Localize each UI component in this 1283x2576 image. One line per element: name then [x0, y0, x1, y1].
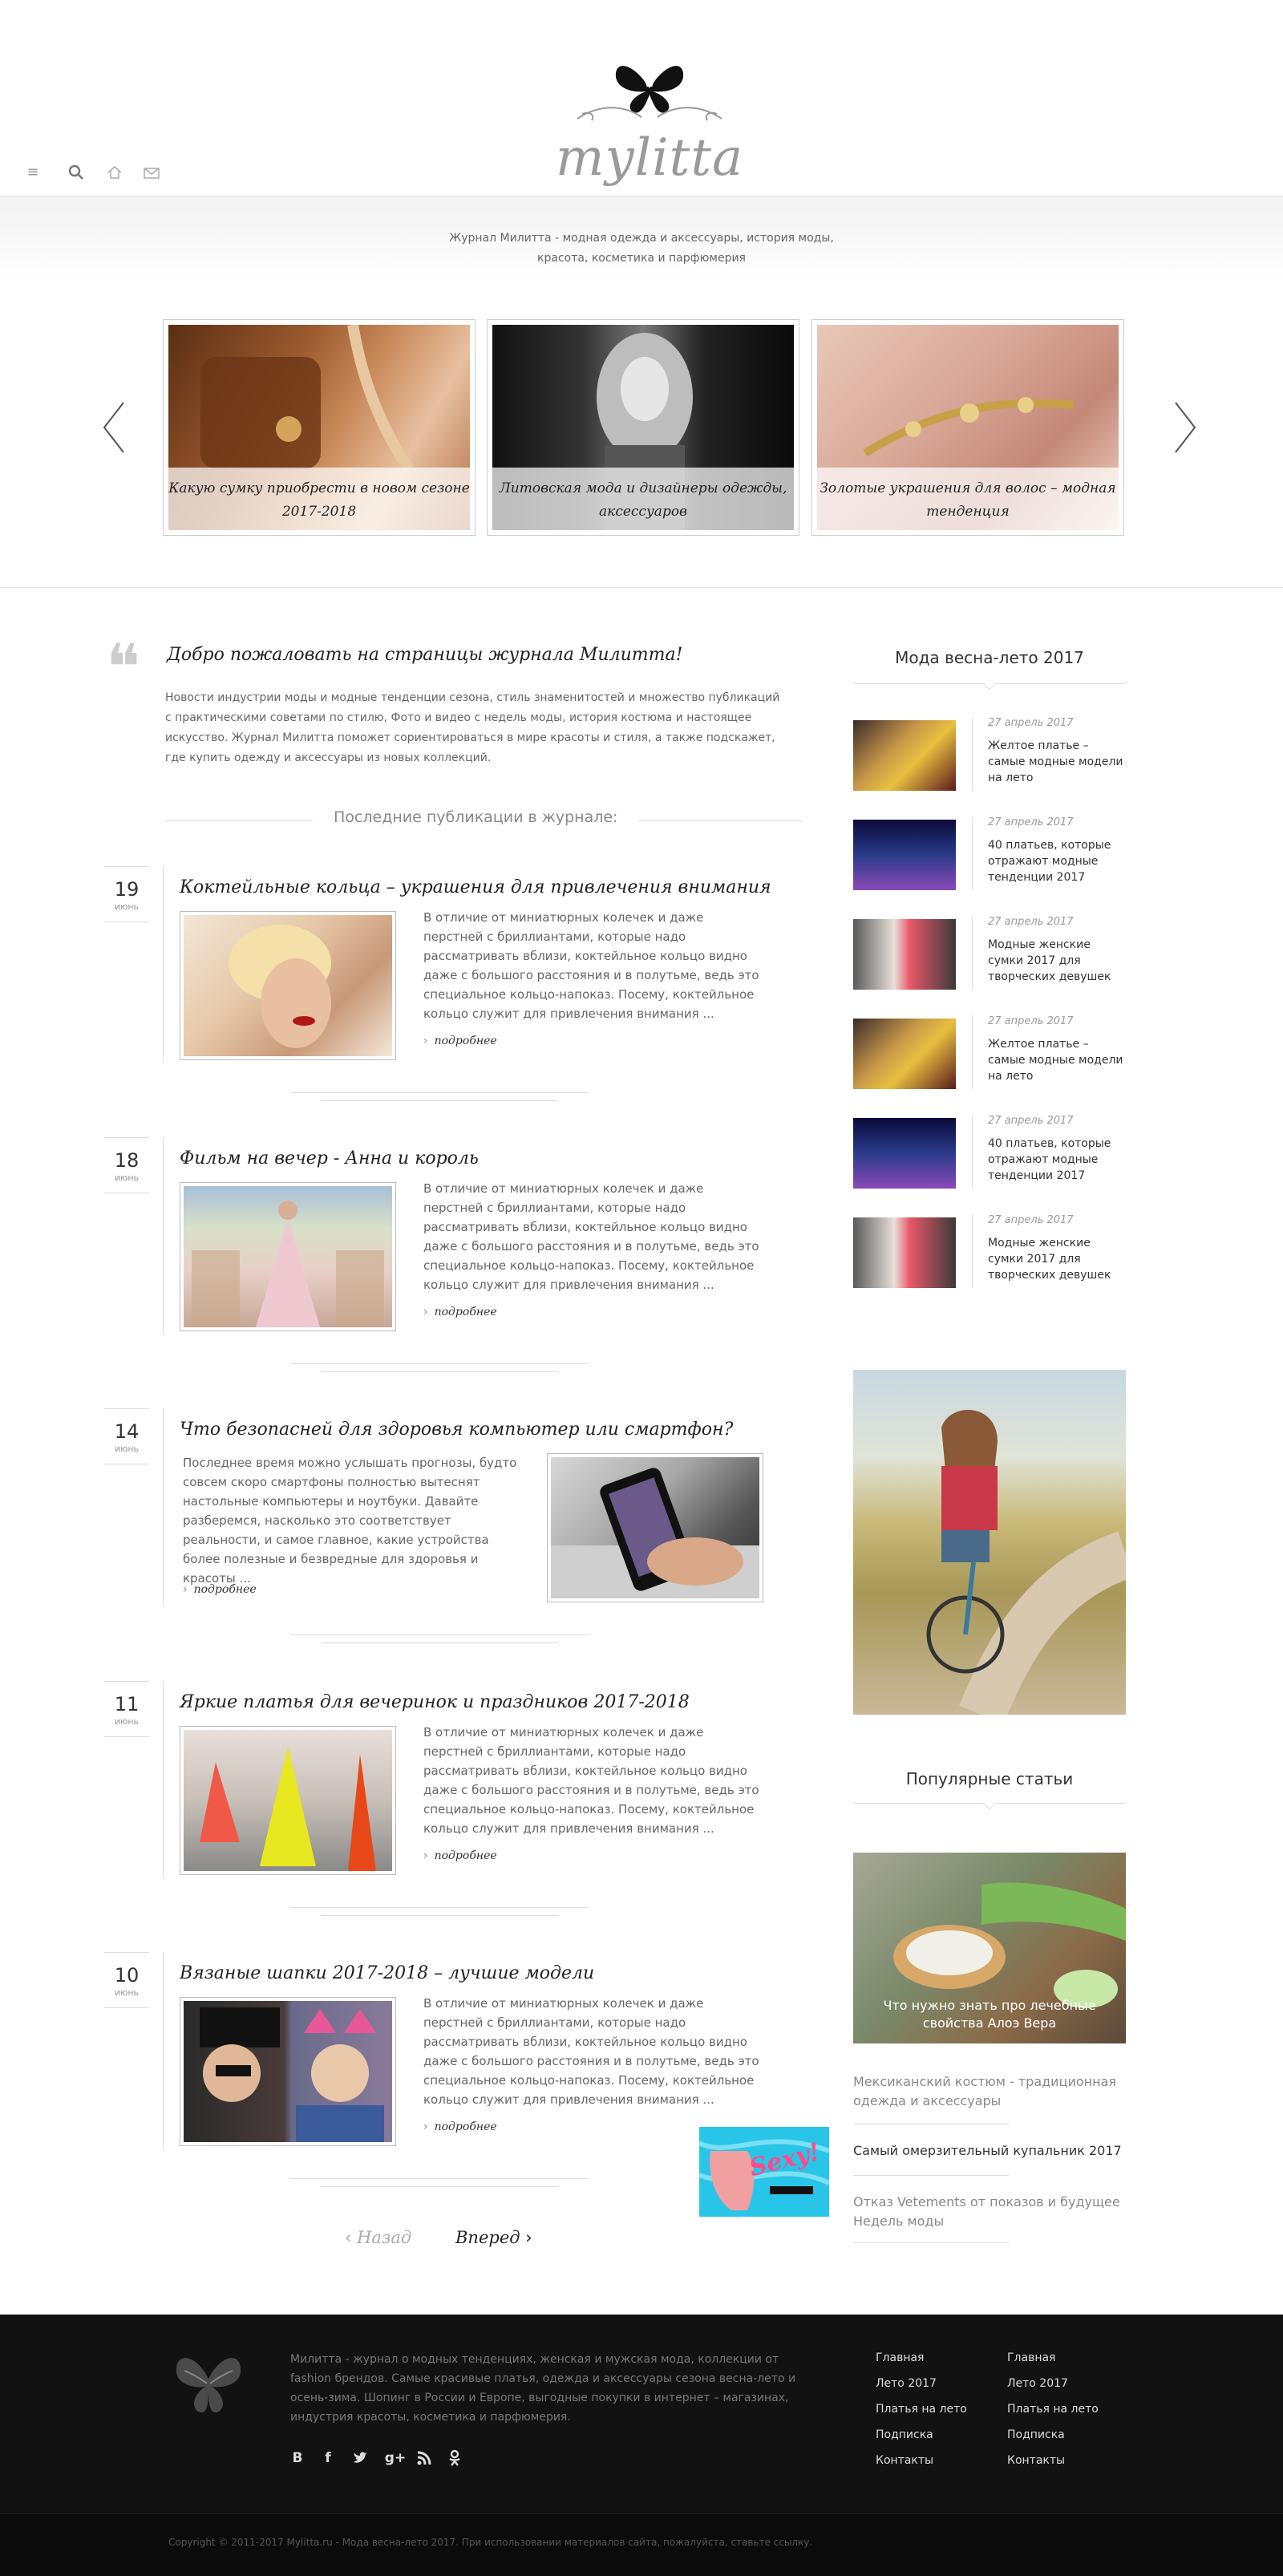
post-date — [104, 866, 149, 922]
search-icon[interactable] — [66, 162, 87, 183]
sidebar-thumb — [853, 1217, 956, 1288]
sidebar-post[interactable] — [853, 916, 1126, 988]
sidebar-thumb — [853, 1118, 956, 1189]
section-divider — [0, 587, 1283, 588]
latest-label: Последние публикации в журнале: — [313, 808, 638, 832]
post-excerpt: В отличие от миниатюрных колечек и даже перстней с бриллиантами, которые надо рассматривать вблизи, коктейльное кольцо видно даже с большого расстояния и в полутьме, ведь это специальное кольцо-напоказ. Посему, коктейльное кольцо служит для привлечения внимания ... — [423, 910, 759, 1021]
pager-next[interactable]: Вперед › — [455, 2228, 532, 2247]
chevron-right-icon: › — [520, 2228, 532, 2247]
post-divider — [321, 1371, 558, 1372]
ad-text: Sexy! — [747, 2137, 824, 2183]
read-more-link[interactable]: › подробнее — [423, 1306, 497, 1318]
sidebar-post-date: 27 апрель 2017 — [988, 916, 1074, 928]
sidebar-post[interactable] — [853, 1214, 1126, 1286]
post-day: 10 — [104, 1952, 149, 2000]
social-twitter-icon[interactable] — [351, 2449, 369, 2467]
post-date — [104, 1137, 149, 1193]
sidebar-post-date: 27 апрель 2017 — [988, 1015, 1074, 1027]
sidebar-thumb — [853, 1019, 956, 1089]
read-more-link[interactable]: › подробнее — [423, 2120, 497, 2133]
sidebar-post[interactable] — [853, 717, 1126, 789]
footer-description: Милитта - журнал о модных тенденциях, женская и мужская мода, коллекции от fashion брендов. Самые красивые платья, одежда и аксессуары сезона весна-лето и осень-зима. Шопинг в России и Европе, выгодные покупки в интернет – магазинах, индустрия красоты, косметика и парфюмерия. — [290, 2353, 796, 2424]
post-divider — [290, 1363, 589, 1364]
post-divider — [290, 1634, 589, 1635]
popular-link[interactable]: Самый омерзительный купальник 2017 — [853, 2143, 1122, 2158]
post-month: июнь — [114, 1987, 140, 1998]
chevron-right-icon: › — [423, 1035, 428, 1047]
post-month: июнь — [114, 901, 140, 912]
post-excerpt: В отличие от миниатюрных колечек и даже перстней с бриллиантами, которые надо рассматривать вблизи, коктейльное кольцо видно даже с большого расстояния и в полутьме, ведь это специальное кольцо-напоказ. Посему, коктейльное кольцо служит для привлечения внимания ... — [423, 1181, 759, 1292]
site-header — [0, 0, 1283, 196]
post-divider — [290, 1907, 589, 1908]
social-vk-icon[interactable]: В — [292, 2450, 303, 2466]
footer-bottom-bar — [0, 2513, 1283, 2576]
sidebar-post-title: 40 платьев, которые отражают модные тенденции 2017 — [988, 839, 1111, 884]
slide-card[interactable] — [487, 319, 799, 536]
sidebar-fashion-title: Мода весна-лето 2017 — [895, 648, 1084, 667]
slide-card[interactable] — [811, 319, 1124, 536]
tagline-bar — [0, 196, 1283, 286]
divider-notch — [983, 1796, 997, 1810]
sidebar-thumb — [853, 820, 956, 890]
footer-link[interactable]: Главная — [1007, 2351, 1056, 2364]
sidebar-popular-title: Популярные статьи — [905, 1769, 1074, 1788]
chevron-right-icon: › — [423, 1849, 428, 1862]
read-more-link[interactable]: › подробнее — [423, 1035, 497, 1047]
quote-icon: ❝ — [106, 630, 141, 705]
sidebar-post-date: 27 апрель 2017 — [988, 717, 1074, 729]
post-month: июнь — [114, 1173, 140, 1183]
sidebar-post-title: Желтое платье – самые модные модели на лето — [988, 1038, 1123, 1083]
sidebar-post-date: 27 апрель 2017 — [988, 1214, 1074, 1226]
post-day: 18 — [104, 1137, 149, 1185]
post-title[interactable]: Коктейльные кольца – украшения для привлечения внимания — [180, 877, 771, 897]
post-day: 14 — [104, 1408, 149, 1456]
popular-feature-card[interactable] — [853, 1853, 1126, 2043]
slider-prev-button[interactable] — [98, 399, 130, 456]
footer-link[interactable]: Контакты — [1007, 2454, 1066, 2467]
butterfly-icon — [168, 2347, 249, 2427]
read-more-link[interactable]: › подробнее — [423, 1849, 497, 1862]
post-divider — [321, 1915, 558, 1916]
slide-card[interactable] — [163, 319, 476, 536]
popular-link[interactable]: Мексиканский костюм - традиционная одежда и аксессуары — [853, 2074, 1117, 2108]
footer-link[interactable]: Главная — [876, 2351, 925, 2364]
footer-link[interactable]: Подписка — [876, 2428, 933, 2441]
post-item — [104, 866, 810, 1099]
pager-prev[interactable]: ‹ Назад — [345, 2228, 412, 2247]
footer-link[interactable]: Лето 2017 — [876, 2377, 937, 2390]
post-divider — [290, 2178, 589, 2179]
read-more-link[interactable]: › подробнее — [183, 1583, 257, 1596]
post-month: июнь — [114, 1716, 140, 1727]
post-excerpt: В отличие от миниатюрных колечек и даже перстней с бриллиантами, которые надо рассматривать вблизи, коктейльное кольцо видно даже с большого расстояния и в полутьме, ведь это специальное кольцо-напоказ. Посему, коктейльное кольцо служит для привлечения внимания ... — [423, 1725, 759, 1836]
post-image[interactable] — [547, 1453, 763, 1602]
divider-notch — [983, 677, 997, 691]
post-item — [104, 1408, 810, 1641]
sidebar-post-title: Модные женские сумки 2017 для творческих девушек — [988, 938, 1111, 983]
social-rss-icon[interactable] — [415, 2449, 433, 2467]
post-item — [104, 1137, 810, 1370]
chevron-right-icon: › — [423, 1306, 428, 1318]
post-title[interactable]: Вязаные шапки 2017-2018 – лучшие модели — [180, 1963, 595, 1983]
sidebar-post-title: Модные женские сумки 2017 для творческих девушек — [988, 1237, 1111, 1282]
post-image[interactable] — [180, 1182, 396, 1331]
sidebar-post-title: 40 платьев, которые отражают модные тенденции 2017 — [988, 1137, 1111, 1182]
butterfly-icon — [553, 55, 746, 135]
footer-link[interactable]: Лето 2017 — [1007, 2377, 1068, 2390]
footer-nav-col — [1007, 2348, 1119, 2477]
post-title[interactable]: Фильм на вечер - Анна и король — [180, 1148, 479, 1169]
footer-link[interactable]: Платья на лето — [1007, 2403, 1099, 2416]
sidebar-post[interactable] — [853, 1115, 1126, 1187]
post-title[interactable]: Яркие платья для вечеринок и праздников 2017-2018 — [180, 1692, 690, 1712]
slide-caption: Золотые украшения для волос – модная тенденция — [817, 468, 1119, 530]
post-image[interactable] — [180, 1726, 396, 1875]
sidebar-post-title: Желтое платье – самые модные модели на лето — [988, 739, 1123, 784]
post-excerpt: Последнее время можно услышать прогнозы, будто совсем скоро смартфоны полностью вытеснят настольные компьютеры и ноутбуки. Давайте разберемся, насколько это соответствует реальности, и самое главное, какие устройства более полезные и безвредные для здоровья и красоты ... — [183, 1456, 517, 1586]
sidebar-banner-image[interactable] — [853, 1370, 1126, 1715]
social-facebook-icon[interactable]: f — [325, 2450, 331, 2466]
mail-icon[interactable] — [141, 162, 162, 183]
slide-caption: Литовская мода и дизайнеры одежды, аксессуаров — [492, 468, 794, 530]
copyright-text: Copyright © 2011-2017 Mylitta.ru - Мода весна-лето 2017. При использовании материалов сайта, пожалуйста, ставьте ссылку. — [168, 2537, 813, 2548]
social-googleplus-icon[interactable]: g+ — [384, 2450, 407, 2466]
sidebar-post[interactable] — [853, 816, 1126, 889]
sidebar-post-date: 27 апрель 2017 — [988, 1115, 1074, 1127]
site-logo[interactable] — [553, 55, 746, 188]
pagination — [345, 2228, 666, 2252]
post-day: 19 — [104, 866, 149, 914]
sidebar-thumb — [853, 720, 956, 791]
sidebar-thumb — [853, 919, 956, 990]
sidebar-post[interactable] — [853, 1015, 1126, 1088]
footer-link[interactable]: Контакты — [876, 2454, 934, 2467]
slider-next-button[interactable] — [1169, 399, 1201, 456]
post-excerpt: В отличие от миниатюрных колечек и даже перстней с бриллиантами, которые надо рассматривать вблизи, коктейльное кольцо видно даже с большого расстояния и в полутьме, ведь это специальное кольцо-напоказ. Посему, коктейльное кольцо служит для привлечения внимания ... — [423, 1996, 759, 2107]
social-odnoklassniki-icon[interactable] — [446, 2449, 463, 2467]
post-date — [104, 1408, 149, 1464]
post-title[interactable]: Что безопасней для здоровья компьютер или смартфон? — [180, 1420, 734, 1440]
tagline-text: Журнал Милитта - модная одежда и аксессуары, история моды, красота, косметика и парфюмерия — [449, 232, 834, 265]
post-date — [104, 1952, 149, 2008]
welcome-text: Новости индустрии моды и модные тенденции сезона, стиль знаменитостей и множество публикаций с практическими советами по стилю, Фото и видео с недель моды, история костюма и настоящее искусство. Журнал Милитта поможет сориентироваться в мире красоты и стиля, а также подскажет, где купить одежду и аксессуары из новых коллекций. — [165, 691, 780, 764]
post-divider — [290, 1092, 589, 1093]
slide-caption: Какую сумку приобрести в новом сезоне 2017-2018 — [168, 468, 470, 530]
home-icon[interactable] — [104, 162, 125, 183]
ad-banner[interactable] — [699, 2127, 829, 2217]
post-image[interactable] — [180, 1997, 396, 2146]
footer-link[interactable]: Платья на лето — [876, 2403, 967, 2416]
popular-feature-caption: Что нужно знать про лечебные свойства Алоэ Вера — [883, 1998, 1096, 2031]
chevron-left-icon: ‹ — [345, 2228, 358, 2247]
post-divider — [321, 2186, 558, 2187]
post-month: июнь — [114, 1444, 140, 1454]
post-divider — [321, 1642, 558, 1643]
post-item — [104, 1681, 810, 1914]
chevron-right-icon: › — [423, 2120, 428, 2133]
popular-link[interactable]: Отказ Vetements от показов и будущее Недель моды — [853, 2194, 1120, 2229]
post-divider — [321, 1100, 558, 1101]
footer-link[interactable]: Подписка — [1007, 2428, 1065, 2441]
logo-wordmark: mylitta — [555, 128, 744, 188]
post-image[interactable] — [180, 911, 396, 1060]
post-date — [104, 1681, 149, 1737]
sidebar-post-date: 27 апрель 2017 — [988, 816, 1074, 828]
welcome-title: Добро пожаловать на страницы журнала Милитта! — [167, 645, 683, 665]
menu-icon[interactable]: ≡ — [26, 164, 39, 180]
footer-nav-col — [876, 2348, 988, 2477]
post-day: 11 — [104, 1681, 149, 1729]
chevron-right-icon: › — [183, 1583, 188, 1596]
